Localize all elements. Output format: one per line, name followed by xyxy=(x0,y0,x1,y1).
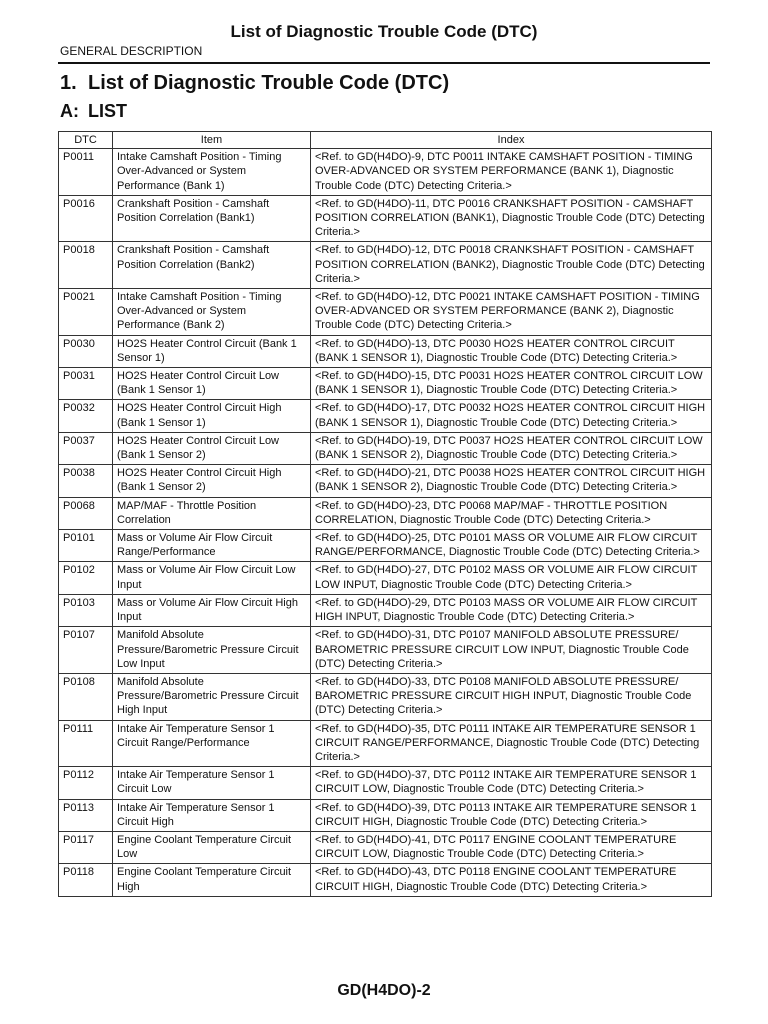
table-row xyxy=(59,335,712,367)
dtc-code-cell: P0011 xyxy=(59,149,113,196)
dtc-code-cell: P0108 xyxy=(59,673,113,720)
heading-2 xyxy=(60,101,127,122)
table-row xyxy=(59,767,712,799)
table-row xyxy=(59,289,712,336)
item-cell: HO2S Heater Control Circuit Low (Bank 1 Sensor 2) xyxy=(113,432,311,464)
dtc-code-cell: P0107 xyxy=(59,627,113,674)
index-cell: <Ref. to GD(H4DO)-27, DTC P0102 MASS OR VOLUME AIR FLOW CIRCUIT LOW INPUT, Diagnostic Trouble Code (DTC) Detecting Criteria.> xyxy=(311,562,712,594)
heading-2-letter: A: xyxy=(60,101,79,121)
dtc-code-cell: P0101 xyxy=(59,530,113,562)
dtc-code-cell: P0021 xyxy=(59,289,113,336)
index-cell: <Ref. to GD(H4DO)-11, DTC P0016 CRANKSHAFT POSITION - CAMSHAFT POSITION CORRELATION (BANK1), Diagnostic Trouble Code (DTC) Detecting Criteria.> xyxy=(311,195,712,242)
column-header-index: Index xyxy=(311,132,712,149)
index-cell: <Ref. to GD(H4DO)-29, DTC P0103 MASS OR VOLUME AIR FLOW CIRCUIT HIGH INPUT, Diagnostic Trouble Code (DTC) Detecting Criteria.> xyxy=(311,594,712,626)
index-cell: <Ref. to GD(H4DO)-17, DTC P0032 HO2S HEATER CONTROL CIRCUIT HIGH (BANK 1 SENSOR 1), Diagnostic Trouble Code (DTC) Detecting Criteria.> xyxy=(311,400,712,432)
index-cell: <Ref. to GD(H4DO)-39, DTC P0113 INTAKE AIR TEMPERATURE SENSOR 1 CIRCUIT HIGH, Diagnostic Trouble Code (DTC) Detecting Criteria.> xyxy=(311,799,712,831)
item-cell: Intake Air Temperature Sensor 1 Circuit High xyxy=(113,799,311,831)
table-row xyxy=(59,368,712,400)
item-cell: Intake Camshaft Position - Timing Over-Advanced or System Performance (Bank 2) xyxy=(113,289,311,336)
item-cell: HO2S Heater Control Circuit (Bank 1 Sensor 1) xyxy=(113,335,311,367)
index-cell: <Ref. to GD(H4DO)-12, DTC P0018 CRANKSHAFT POSITION - CAMSHAFT POSITION CORRELATION (BANK2), Diagnostic Trouble Code (DTC) Detecting Criteria.> xyxy=(311,242,712,289)
item-cell: MAP/MAF - Throttle Position Correlation xyxy=(113,497,311,529)
index-cell: <Ref. to GD(H4DO)-23, DTC P0068 MAP/MAF - THROTTLE POSITION CORRELATION, Diagnostic Trouble Code (DTC) Detecting Criteria.> xyxy=(311,497,712,529)
table-row xyxy=(59,149,712,196)
table-row xyxy=(59,465,712,497)
dtc-code-cell: P0018 xyxy=(59,242,113,289)
dtc-code-cell: P0032 xyxy=(59,400,113,432)
header-rule xyxy=(58,62,710,64)
dtc-code-cell: P0102 xyxy=(59,562,113,594)
table-row xyxy=(59,242,712,289)
dtc-code-cell: P0111 xyxy=(59,720,113,767)
item-cell: Intake Air Temperature Sensor 1 Circuit Low xyxy=(113,767,311,799)
heading-1-number: 1. xyxy=(60,72,77,94)
item-cell: Intake Air Temperature Sensor 1 Circuit Range/Performance xyxy=(113,720,311,767)
index-cell: <Ref. to GD(H4DO)-35, DTC P0111 INTAKE AIR TEMPERATURE SENSOR 1 CIRCUIT RANGE/PERFORMANCE, Diagnostic Trouble Code (DTC) Detecting Criteria.> xyxy=(311,720,712,767)
dtc-code-cell: P0118 xyxy=(59,864,113,896)
table-row xyxy=(59,400,712,432)
column-header-item: Item xyxy=(113,132,311,149)
dtc-table-body xyxy=(59,149,712,897)
index-cell: <Ref. to GD(H4DO)-31, DTC P0107 MANIFOLD ABSOLUTE PRESSURE/ BAROMETRIC PRESSURE CIRCUIT LOW INPUT, Diagnostic Trouble Code (DTC) Detecting Criteria.> xyxy=(311,627,712,674)
table-row xyxy=(59,720,712,767)
table-row xyxy=(59,864,712,896)
page-number: GD(H4DO)-2 xyxy=(337,982,431,999)
table-row xyxy=(59,432,712,464)
item-cell: Engine Coolant Temperature Circuit Low xyxy=(113,831,311,863)
heading-1 xyxy=(60,72,449,95)
index-cell: <Ref. to GD(H4DO)-19, DTC P0037 HO2S HEATER CONTROL CIRCUIT LOW (BANK 1 SENSOR 2), Diagnostic Trouble Code (DTC) Detecting Criteria.> xyxy=(311,432,712,464)
index-cell: <Ref. to GD(H4DO)-33, DTC P0108 MANIFOLD ABSOLUTE PRESSURE/ BAROMETRIC PRESSURE CIRCUIT HIGH INPUT, Diagnostic Trouble Code (DTC) Detecting Criteria.> xyxy=(311,673,712,720)
table-row xyxy=(59,562,712,594)
table-row xyxy=(59,497,712,529)
dtc-code-cell: P0016 xyxy=(59,195,113,242)
item-cell: Mass or Volume Air Flow Circuit Low Input xyxy=(113,562,311,594)
item-cell: Mass or Volume Air Flow Circuit Range/Performance xyxy=(113,530,311,562)
item-cell: HO2S Heater Control Circuit High (Bank 1 Sensor 1) xyxy=(113,400,311,432)
dtc-table xyxy=(58,131,712,897)
dtc-code-cell: P0038 xyxy=(59,465,113,497)
item-cell: Mass or Volume Air Flow Circuit High Input xyxy=(113,594,311,626)
dtc-code-cell: P0037 xyxy=(59,432,113,464)
table-row xyxy=(59,627,712,674)
dtc-code-cell: P0030 xyxy=(59,335,113,367)
column-header-dtc: DTC xyxy=(59,132,113,149)
item-cell: Manifold Absolute Pressure/Barometric Pressure Circuit High Input xyxy=(113,673,311,720)
table-row xyxy=(59,594,712,626)
item-cell: Crankshaft Position - Camshaft Position Correlation (Bank2) xyxy=(113,242,311,289)
index-cell: <Ref. to GD(H4DO)-41, DTC P0117 ENGINE COOLANT TEMPERATURE CIRCUIT LOW, Diagnostic Trouble Code (DTC) Detecting Criteria.> xyxy=(311,831,712,863)
index-cell: <Ref. to GD(H4DO)-37, DTC P0112 INTAKE AIR TEMPERATURE SENSOR 1 CIRCUIT LOW, Diagnostic Trouble Code (DTC) Detecting Criteria.> xyxy=(311,767,712,799)
item-cell: Engine Coolant Temperature Circuit High xyxy=(113,864,311,896)
item-cell: Crankshaft Position - Camshaft Position Correlation (Bank1) xyxy=(113,195,311,242)
page-title: List of Diagnostic Trouble Code (DTC) xyxy=(230,22,538,41)
index-cell: <Ref. to GD(H4DO)-9, DTC P0011 INTAKE CAMSHAFT POSITION - TIMING OVER-ADVANCED OR SYSTEM PERFORMANCE (BANK 1), Diagnostic Trouble Code (DTC) Detecting Criteria.> xyxy=(311,149,712,196)
section-label: GENERAL DESCRIPTION xyxy=(60,44,203,58)
table-row xyxy=(59,673,712,720)
dtc-code-cell: P0113 xyxy=(59,799,113,831)
index-cell: <Ref. to GD(H4DO)-13, DTC P0030 HO2S HEATER CONTROL CIRCUIT (BANK 1 SENSOR 1), Diagnostic Trouble Code (DTC) Detecting Criteria.> xyxy=(311,335,712,367)
item-cell: Intake Camshaft Position - Timing Over-Advanced or System Performance (Bank 1) xyxy=(113,149,311,196)
table-header-row xyxy=(59,132,712,149)
table-row xyxy=(59,195,712,242)
dtc-code-cell: P0117 xyxy=(59,831,113,863)
index-cell: <Ref. to GD(H4DO)-43, DTC P0118 ENGINE COOLANT TEMPERATURE CIRCUIT HIGH, Diagnostic Trouble Code (DTC) Detecting Criteria.> xyxy=(311,864,712,896)
table-row xyxy=(59,831,712,863)
heading-1-text: List of Diagnostic Trouble Code (DTC) xyxy=(88,72,450,94)
dtc-code-cell: P0031 xyxy=(59,368,113,400)
dtc-code-cell: P0068 xyxy=(59,497,113,529)
item-cell: HO2S Heater Control Circuit High (Bank 1 Sensor 2) xyxy=(113,465,311,497)
table-row xyxy=(59,530,712,562)
index-cell: <Ref. to GD(H4DO)-25, DTC P0101 MASS OR VOLUME AIR FLOW CIRCUIT RANGE/PERFORMANCE, Diagnostic Trouble Code (DTC) Detecting Criteria.> xyxy=(311,530,712,562)
dtc-code-cell: P0112 xyxy=(59,767,113,799)
index-cell: <Ref. to GD(H4DO)-21, DTC P0038 HO2S HEATER CONTROL CIRCUIT HIGH (BANK 1 SENSOR 2), Diagnostic Trouble Code (DTC) Detecting Criteria.> xyxy=(311,465,712,497)
heading-2-text: LIST xyxy=(88,101,127,121)
dtc-code-cell: P0103 xyxy=(59,594,113,626)
index-cell: <Ref. to GD(H4DO)-12, DTC P0021 INTAKE CAMSHAFT POSITION - TIMING OVER-ADVANCED OR SYSTEM PERFORMANCE (BANK 2), Diagnostic Trouble Code (DTC) Detecting Criteria.> xyxy=(311,289,712,336)
item-cell: Manifold Absolute Pressure/Barometric Pressure Circuit Low Input xyxy=(113,627,311,674)
table-row xyxy=(59,799,712,831)
index-cell: <Ref. to GD(H4DO)-15, DTC P0031 HO2S HEATER CONTROL CIRCUIT LOW (BANK 1 SENSOR 1), Diagnostic Trouble Code (DTC) Detecting Criteria.> xyxy=(311,368,712,400)
item-cell: HO2S Heater Control Circuit Low (Bank 1 Sensor 1) xyxy=(113,368,311,400)
